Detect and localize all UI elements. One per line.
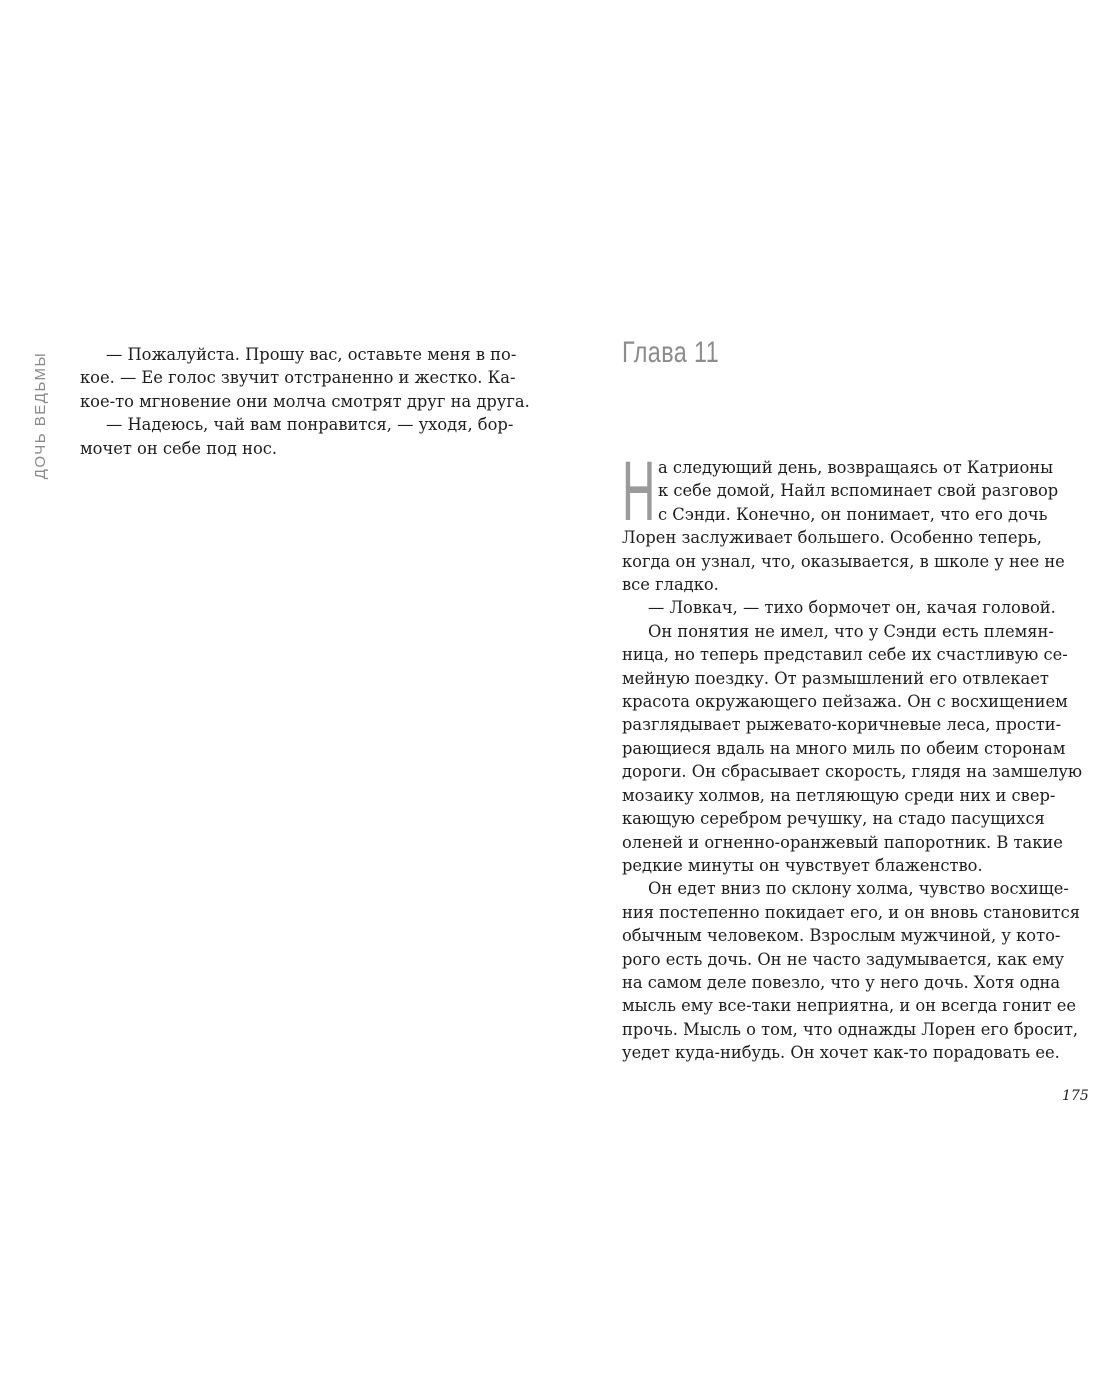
- text-line: рающиеся вдаль на много миль по обеим сторонам: [622, 738, 1066, 758]
- chapter-title: Глава 11: [622, 336, 720, 369]
- text-line: — Надеюсь, чай вам понравится, — уходя, бор-: [106, 415, 514, 435]
- text-line: когда он узнал, что, оказывается, в школе у нее не: [622, 551, 1065, 571]
- text-line: мочет он себе под нос.: [80, 438, 278, 458]
- text-line: кое-то мгновение они молча смотрят друг на друга.: [80, 391, 530, 411]
- text-line: мысль ему все-таки неприятна, и он всегда гонит ее: [622, 996, 1077, 1016]
- page-number: 175: [1062, 1088, 1089, 1104]
- text-line: мозаику холмов, на петляющую среди них и свер-: [622, 785, 1056, 805]
- text-line: кающую серебром речушку, на стадо пасущихся: [622, 809, 1045, 829]
- text-line: дороги. Он сбрасывает скорость, глядя на замшелую: [622, 762, 1083, 782]
- right-page-text: [622, 444, 1083, 1065]
- drop-cap: Н: [622, 444, 656, 538]
- text-line: Он едет вниз по склону холма, чувство восхище-: [648, 879, 1069, 899]
- text-line: ния постепенно покидает его, и он вновь становится: [622, 902, 1081, 922]
- text-line: редкие минуты он чувствует блаженство.: [622, 855, 983, 875]
- text-line: а следующий день, возвращаясь от Катрионы: [658, 458, 1054, 477]
- text-line: к себе домой, Найл вспоминает свой разговор: [658, 481, 1059, 501]
- running-head-text: ДОЧЬ ВЕДЬМЫ: [32, 351, 50, 479]
- text-line: Он понятия не имел, что у Сэнди есть племян-: [648, 621, 1054, 641]
- text-line: — Пожалуйста. Прошу вас, оставьте меня в по-: [106, 345, 517, 364]
- text-line: прочь. Мысль о том, что однажды Лорен его бросит,: [622, 1019, 1079, 1039]
- text-line: на самом деле повезло, что у него дочь. Хотя одна: [622, 972, 1061, 992]
- text-line: ница, но теперь представил себе их счастливую се-: [622, 645, 1068, 665]
- text-line: мейную поездку. От размышлений его отвлекает: [622, 668, 1049, 688]
- text-line: все гладко.: [622, 575, 719, 595]
- running-head: [28, 345, 54, 485]
- text-line: Лорен заслуживает большего. Особенно теперь,: [622, 528, 1042, 548]
- text-line: красота окружающего пейзажа. Он с восхищением: [622, 692, 1068, 712]
- text-line: уедет куда-нибудь. Он хочет как-то порадовать ее.: [622, 1043, 1060, 1063]
- text-line: обычным человеком. Взрослым мужчиной, у кото-: [622, 926, 1061, 946]
- text-line: разглядывает рыжевато-коричневые леса, прости-: [622, 715, 1062, 735]
- text-line: с Сэнди. Конечно, он понимает, что его дочь: [658, 504, 1048, 524]
- text-line: оленей и огненно-оранжевый папоротник. В такие: [622, 832, 1063, 852]
- text-line: — Ловкач, — тихо бормочет он, качая головой.: [648, 598, 1056, 618]
- text-line: рого есть дочь. Он не часто задумывается, как ему: [622, 949, 1065, 969]
- left-page-text: [80, 343, 530, 460]
- text-line: кое. — Ее голос звучит отстраненно и жестко. Ка-: [80, 368, 516, 388]
